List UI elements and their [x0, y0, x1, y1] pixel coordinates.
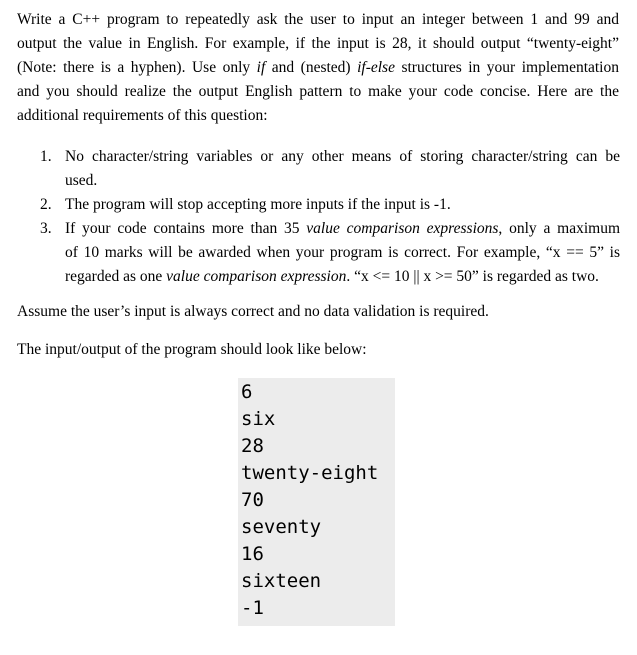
intro-line-4: and you should realize the output English pattern to make your code concise. Here are the — [17, 83, 619, 100]
io-line: twenty-eight — [241, 462, 379, 484]
io-intro-paragraph: The input/output of the program should look like below: — [17, 341, 367, 358]
intro-line-5: additional requirements of this question: — [17, 107, 268, 124]
io-line: -1 — [241, 597, 264, 619]
requirement-item: 3. If your code contains more than 35 value comparison expressions, only a maximum of 10 marks will be awarded when your program is correct. For example, “x == 5” is regarded as one value comparison expression. “x <= 10 || x >= 50” is regarded as two. — [40, 220, 620, 285]
io-example-block — [238, 378, 395, 626]
io-line: six — [241, 408, 276, 430]
io-line: seventy — [241, 516, 322, 538]
requirement-item: 1. No character/string variables or any other means of storing character/string can be used. — [40, 148, 620, 189]
io-line: sixteen — [241, 570, 322, 592]
io-line: 16 — [241, 543, 264, 565]
assumption-paragraph: Assume the user’s input is always correct and no data validation is required. — [17, 303, 489, 320]
requirement-item: 2. The program will stop accepting more inputs if the input is -1. — [40, 196, 451, 213]
requirements-list — [40, 145, 620, 289]
intro-paragraph — [17, 8, 619, 128]
io-line: 70 — [241, 489, 264, 511]
intro-line-1: Write a C++ program to repeatedly ask the user to input an integer between 1 and 99 and — [17, 11, 619, 28]
intro-line-2: output the value in English. For example, if the input is 28, it should output “twenty-eight” — [17, 35, 619, 52]
io-line: 6 — [241, 381, 253, 403]
intro-line-3: (Note: there is a hyphen). Use only if and (nested) if-else structures in your implementation — [17, 59, 619, 76]
io-line: 28 — [241, 435, 264, 457]
